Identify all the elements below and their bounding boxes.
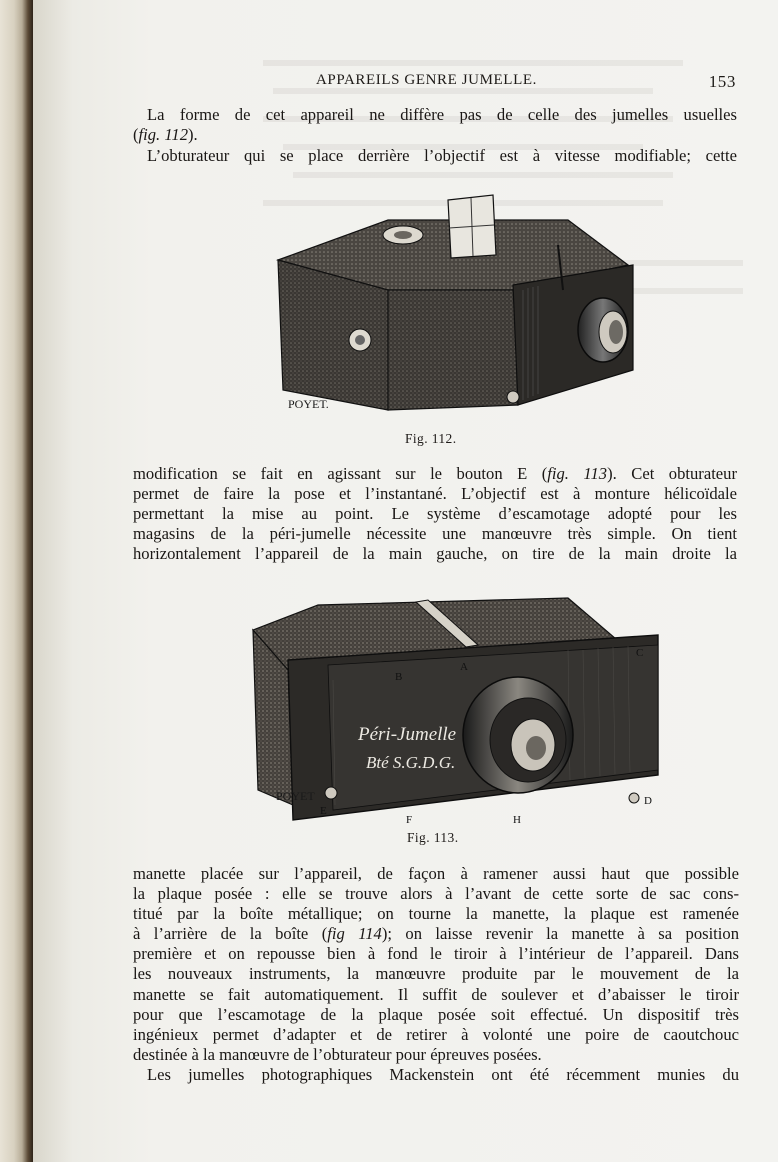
text-line: titué par la boîte métallique; on tourne la manette, la plaque est ramenée <box>133 904 739 924</box>
text-line: la plaque posée : elle se trouve alors à l’avant de cette sorte de sac cons- <box>133 884 739 904</box>
text-line: modification se fait en agissant sur le bouton E (fig. 113). Cet obturateur <box>133 464 737 483</box>
facing-page-edge <box>0 0 34 1162</box>
figure-113-caption: Fig. 113. <box>407 830 459 845</box>
text-line: manette placée sur l’appareil, de façon à ramener aussi haut que possible <box>133 864 739 883</box>
page-number: 153 <box>708 72 736 91</box>
brand-name: Péri-Jumelle <box>358 724 457 745</box>
text-line: permettant la mise au point. Le système d’escamotage adopté pour les <box>133 504 737 524</box>
text-line: La forme de cet appareil ne diffère pas de celle des jumelles usuelles <box>147 105 737 124</box>
text-line: horizontalement l’appareil de la main gauche, on tire de la main droite la <box>133 544 737 564</box>
text-line: première et on repousse bien à fond le tiroir à l’intérieur de l’appareil. Dans <box>133 944 739 964</box>
text-line: (fig. 112). <box>133 125 198 145</box>
label-h: H <box>513 814 521 826</box>
text-line: L’obturateur qui se place derrière l’objectif est à vitesse modifiable; cette <box>147 146 737 165</box>
text-line: destinée à la manœuvre de l’obturateur pour épreuves posées. <box>133 1044 542 1064</box>
text-line: Les jumelles photographiques Mackenstein ont été récemment munies du <box>147 1065 739 1084</box>
text-line: pour que l’escamotage de la plaque posée soit effectué. Un dispositif très <box>133 1004 739 1024</box>
text-line: magasins de la péri-jumelle nécessite une manœuvre très simple. On tient <box>133 524 737 544</box>
running-title: APPAREILS GENRE JUMELLE. <box>316 72 537 88</box>
engraver-signature: POYET. <box>288 397 329 411</box>
paragraph-4 <box>133 864 739 1065</box>
figure-112-caption: Fig. 112. <box>405 431 457 446</box>
label-f: F <box>406 814 413 826</box>
label-b: B <box>395 671 403 683</box>
figure-112-camera-illustration <box>238 190 638 420</box>
text-line: manette se fait automatiquement. Il suffit de soulever et d’abaisser le tiroir <box>133 984 739 1004</box>
label-d: D <box>644 795 652 807</box>
figure-113-camera-illustration <box>238 590 652 826</box>
text-line: les nouveaux instruments, la manœuvre produite par le mouvement de la <box>133 964 739 984</box>
text-line: à l’arrière de la boîte (fig 114); on laisse revenir la manette à sa position <box>133 924 739 944</box>
label-e: E <box>320 805 327 817</box>
running-header <box>33 72 778 94</box>
paragraph-1 <box>133 105 737 145</box>
book-page <box>33 0 778 1162</box>
paragraph-3 <box>133 464 737 564</box>
brand-patent: Bté S.G.D.G. <box>366 753 456 772</box>
label-c: C <box>636 647 644 659</box>
engraver-signature: POYET <box>276 789 315 803</box>
label-a: A <box>460 661 468 673</box>
text-line: ingénieux permet d’adapter et de retirer à volonté une poire de caoutchouc <box>133 1024 739 1044</box>
paragraph-2 <box>133 146 737 166</box>
paragraph-5 <box>133 1065 739 1085</box>
text-line: permet de faire la pose et l’instantané. L’objectif est à monture hélicoïdale <box>133 484 737 504</box>
